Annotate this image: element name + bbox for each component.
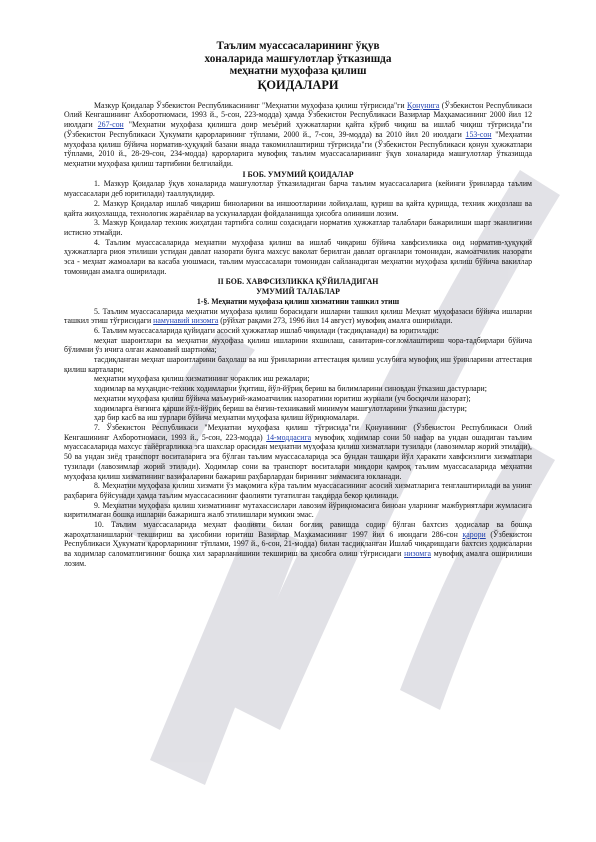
intro-text-a: Мазкур Қоидалар Ўзбекистон Республикасининг "Меҳнатни муҳофаза қилиш тўғрисида"ги	[94, 100, 407, 110]
item-10-text-b: (Ўзбекистон Республикаси Ҳукумати қарорларининг тўплами, 1997 й., 6-сон, 21-модда) билан тасдиқланган Ишлаб чиқаришдаги бахтсиз ҳодисаларни ва ходимлар саломатлигининг бошқа хил зарарланишини текшириш ва ҳисобга олиш тўғрисидаги	[64, 529, 532, 559]
item-6-sub-1: меҳнат шароитлари ва меҳнатни муҳофаза қилиш ишларини яхшилаш, санитария-соғломлаштириш чора-тадбирлари бўйича бўлимни ўз ичига олган жамоавий шартнома;	[64, 335, 532, 355]
item-8: 8. Меҳнатни муҳофаза қилиш хизмати ўз мақомига кўра таълим муассасасининг асосий хизматларига тенглаштирилади ва унинг раҳбарига бўйсунади ҳамда таълим муассасасининг фаолияти тугатилган тақдирда бекор қилинади.	[64, 481, 532, 500]
title-line-1: Таълим муассасаларининг ўқув	[216, 40, 380, 52]
model-regulation-link[interactable]: намунавий низомга	[153, 316, 219, 326]
item-6-sub-3: меҳнатни муҳофаза қилиш хизматининг чораклик иш режалари;	[94, 374, 310, 384]
article-14-link[interactable]: 14-моддасига	[266, 432, 312, 442]
item-7-text-b: мувофиқ ходимлар сони 50 нафар ва ундан ошадиган таълим муассасаларида махсус тайёргарликка эга шахслар орасидан меҳнатни муҳофаза қилиш хизматлари тузилади (лавозимлар жорий этилади), 50 ва ундан зиёд транспорт воситаларига эга бўлган таълим муассасаларида эса бундан ташқари йўл ҳаракати хавфсизлиги хизматлари тузилади (лавозимлар жорий этилади). Ходимлар сони ва транспорт воситалари миқдори қамроқ таълим муассасаларида меҳнатни муҳофаза қилиш хизматининг вазифаларини бажариш раҳбарлардан бирининг зиммасига юкланади.	[64, 432, 532, 481]
item-1: 1. Мазкур Қоидалар ўқув хоналарида машғулотлар ўтказиладиган барча таълим муассасаларига (кейинги ўринларда таълим муассасалари деб юритилади) тааллуқлидир.	[64, 179, 532, 199]
item-5	[64, 307, 532, 326]
item-6-sub-4: ходимлар ва муҳандис-техник ходимларни ўқитиш, йўл-йўриқ бериш ва билимларини синовдан ўтказиш дастурлари;	[94, 384, 487, 394]
title-line-4: ҚОИДАЛАРИ	[257, 77, 339, 92]
title-line-2: хоналарида машғулотлар ўтказишда	[204, 52, 392, 65]
item-4: 4. Таълим муассасаларида меҳнатни муҳофаза қилиш ва ишлаб чиқариш бўйича хавфсизликка оид норматив-ҳуқуқий ҳужжатларга риоя этилиши устидан давлат назорати бунга махсус ваколат берилган давлат органлари томонидан, жамоатчилик назорати эса - меҳнат жамоалари ва касаба уюшмаси, таълим муассасалари томонидан сайланадиган меҳнатни муҳофаза қилиш бўйича вакиллар томонидан амалга оширилади.	[64, 237, 532, 276]
item-10-text-a: 10. Таълим муассасаларида меҳнат фаолияти билан боғлиқ равишда содир бўлган бахтсиз ҳодисалар ва бошқа жароҳатланишларни текшириш ва ҳисобини юритиш Вазирлар Маҳкамасининг 1997 йил 6 июндаги 286-сон	[64, 520, 532, 539]
intro-text-b: (Ўзбекистон Республикаси Олий Кенгашининг Ахборотномаси, 1993 й., 5-сон, 223-модда) ҳамда Ўзбекистон Республикаси Вазирлар Маҳкамасининг 2000 йил 12 июлдаги	[64, 100, 532, 130]
law-link[interactable]: Қонунига	[407, 100, 440, 110]
regulation-link[interactable]: низомга	[404, 549, 431, 559]
resolution-267-link[interactable]: 267-сон	[97, 120, 124, 130]
resolution-153-link[interactable]: 153-сон	[465, 129, 492, 139]
item-10-text-c: мувофиқ амалга оширилиши лозим.	[64, 549, 532, 568]
item-6-sub-5: меҳнатни муҳофаза қилиш бўйича маъмурий-жамоатчилик назоратини юритиш журнали (уч босқичли назорат);	[94, 393, 471, 403]
item-5-text-b: (рўйхат рақами 273, 1996 йил 14 август) мувофиқ амалга оширилади.	[218, 316, 453, 326]
document-page	[64, 40, 532, 569]
item-7	[64, 423, 532, 481]
intro-text-c: "Меҳнатни муҳофаза қилишга доир меъёрий ҳужжатларни қайта кўриб чиқиш ва ишлаб чиқиш тўғрисида"ги (Ўзбекистон Республикаси Ҳукумати қарорларининг тўплами, 2000 й., 7-сон, 39-модда) ва 2010 йил 20 июлдаги	[64, 120, 533, 139]
title-line-3: меҳнатни муҳофаза қилиш	[229, 65, 367, 78]
item-7-text-a: 7. Ўзбекистон Республикаси "Меҳнатни муҳофаза қилиш тўғрисида"ги Қонунининг (Ўзбекистон Республикаси Олий Кенгашининг Ахборотномаси, 1993 й., 5-сон, 223-модда)	[64, 422, 532, 442]
item-6: 6. Таълим муассасаларида қуйидаги асосий ҳужжатлар ишлаб чиқилади (тасдиқланади) ва юритилади:	[94, 325, 439, 335]
chapter-1-heading: I БОБ. УМУМИЙ ҚОИДАЛАР	[242, 169, 354, 179]
section-1-heading: 1-§. Меҳнатни муҳофаза қилиш хизматини ташкил этиш	[196, 296, 400, 306]
item-9: 9. Меҳнатни муҳофаза қилиш хизматининг мутахассислари лавозим йўриқномасига биноан уларнинг мажбуриятлари жумласига киритилмаган бошқа ишларни бажаришга жалб этилишлари мумкин эмас.	[64, 500, 532, 520]
intro-paragraph	[64, 101, 532, 169]
item-6-sub-2: тасдиқланган меҳнат шароитларини баҳолаш ва иш ўринларини аттестация қилиш услубига мувофиқ иш ўринларини аттестация қилиш карталари;	[64, 355, 532, 374]
chapter-2-heading-line-1: II БОБ. ХАВФСИЗЛИККА ҚЎЙИЛАДИГАН	[217, 277, 379, 287]
document-title	[64, 40, 532, 92]
item-10	[64, 520, 532, 569]
item-6-sub-7: ҳар бир касб ва иш турлари бўйича меҳнатни муҳофаза қилиш йўриқномалари.	[94, 413, 360, 423]
item-2: 2. Мазкур Қоидалар ишлаб чиқариш биноларини ва иншоотларини лойиҳалаш, қуриш ва қайта қуришда, техник жиҳозлаш ва қайта жиҳозлашда, технологик жараёнлар ва ускуналардан фойдаланишда ҳисобга олиниши лозим.	[64, 198, 532, 218]
item-3: 3. Мазкур Қоидалар техник жиҳатдан тартибга солиш соҳасидаги норматив ҳужжатлар талаблари бажарилиши шарт эканлигини истисно этмайди.	[64, 218, 532, 237]
item-6-sub-6: ходимларга ёнғинга қарши йўл-йўриқ бериш ва ёнғин-техникавий минимум машғулотларини ўтказиш дастури;	[94, 403, 467, 413]
intro-text-d: "Меҳнатни муҳофаза қилиш бўйича норматив-ҳуқуқий базани янада такомиллаштириш тўғрисида"ги (Ўзбекистон Республикаси қонун ҳужжатлари тўплами, 2010 й., 28-29-сон, 234-модда) қарорларига мувофиқ таълим муассасаларининг ўқув хоналарида машғулотлар ўтказишда меҳнатни муҳофаза қилиш тартибини белгилайди.	[64, 129, 532, 168]
item-5-text-a: 5. Таълим муассасаларида меҳнатни муҳофаза қилиш борасидаги ишларни ташкил қилиш Меҳнат муҳофазаси бўйича ишларни ташкил этиш тўғрисидаги	[64, 306, 532, 326]
chapter-2-heading-line-2: УМУМИЙ ТАЛАБЛАР	[256, 287, 340, 297]
resolution-286-link[interactable]: қарори	[462, 529, 486, 539]
